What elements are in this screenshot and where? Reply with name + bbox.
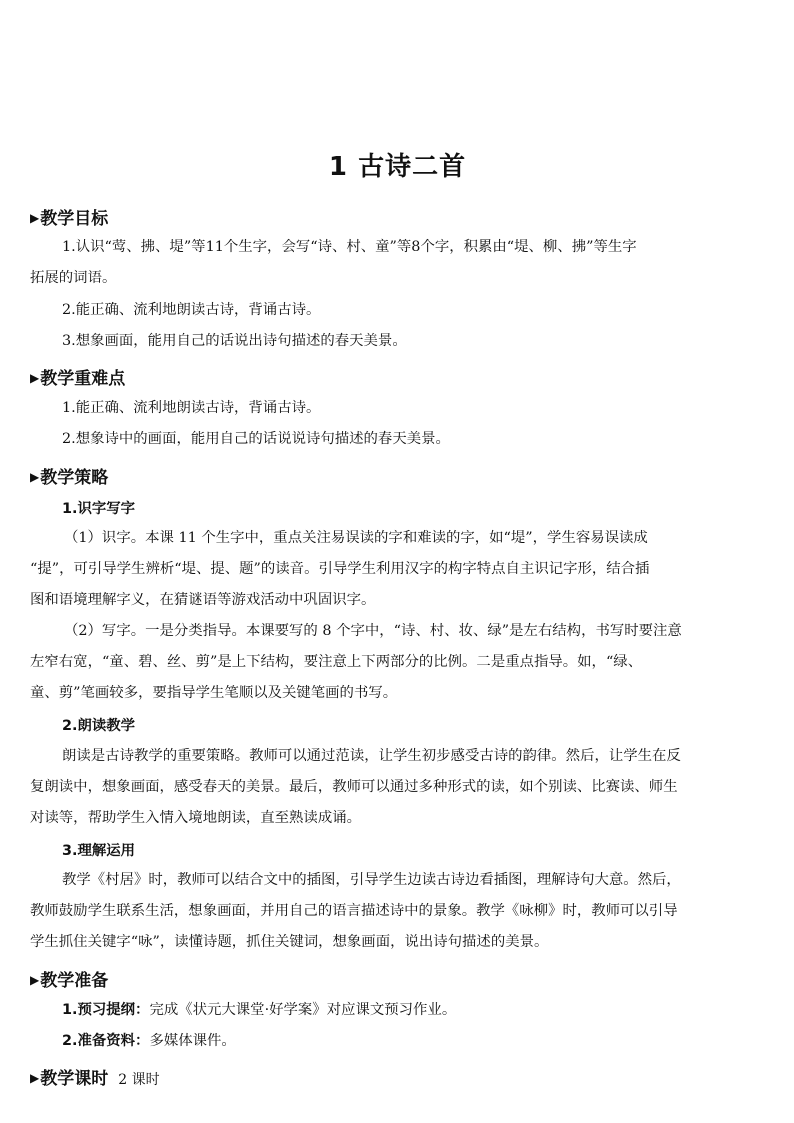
objective-line: 拓展的词语。 [30, 270, 117, 286]
strategy-line: 教师鼓励学生联系生活，想象画面，并用自己的语言描述诗中的景象。教学《咏柳》时，教师可以引导 [30, 903, 678, 919]
subheading-application: 3.理解运用 [62, 843, 136, 859]
class-hours-value: 2 课时 [118, 1072, 160, 1088]
strategy-line: 教学《村居》时，教师可以结合文中的插图，引导学生边读古诗边看插图，理解诗句大意。然后， [62, 872, 681, 888]
objective-line: 1.认识“莺、拂、堤”等11个生字，会写“诗、村、童”等8个字，积累由“堤、柳、拂”等生字 [62, 239, 637, 255]
key-point-line: 2.想象诗中的画面，能用自己的话说说诗句描述的春天美景。 [62, 431, 450, 447]
triangle-right-icon: ▶ [30, 1071, 40, 1085]
objective-line: 2.能正确、流利地朗读古诗，背诵古诗。 [62, 302, 321, 318]
preparation-item: 1.预习提纲：完成《状元大课堂·好学案》对应课文预习作业。 [62, 1002, 457, 1018]
key-point-line: 1.能正确、流利地朗读古诗，背诵古诗。 [62, 400, 321, 416]
section-heading-preparation: ▶教学准备 [30, 971, 109, 991]
page-title: 1 古诗二首 [328, 152, 467, 182]
section-heading-strategies: ▶教学策略 [30, 468, 109, 488]
subheading-reading: 2.朗读教学 [62, 718, 136, 734]
objective-line: 3.想象画面，能用自己的话说出诗句描述的春天美景。 [62, 333, 407, 349]
section-heading-hours: ▶教学课时 2 课时 [30, 1069, 160, 1089]
strategy-line: 复朗读中，想象画面，感受春天的美景。最后，教师可以通过多种形式的读，如个别读、比赛读、师生 [30, 779, 678, 795]
section-heading-objectives: ▶教学目标 [30, 209, 109, 229]
strategy-line: 对读等，帮助学生入情入境地朗读，直至熟读成诵。 [30, 810, 361, 826]
triangle-right-icon: ▶ [30, 973, 40, 987]
strategy-line: 朗读是古诗教学的重要策略。教师可以通过范读，让学生初步感受古诗的韵律。然后，让学生在反 [62, 748, 681, 764]
strategy-line: 学生抓住关键字“咏”，读懂诗题，抓住关键词，想象画面，说出诗句描述的美景。 [30, 934, 549, 950]
triangle-right-icon: ▶ [30, 371, 40, 385]
strategy-line: （1）识字。本课 11 个生字中，重点关注易误读的字和难读的字，如“堤”，学生容易误读成 [64, 530, 648, 546]
strategy-line: 童、剪”笔画较多，要指导学生笔顺以及关键笔画的书写。 [30, 685, 398, 701]
strategy-line: 左窄右宽，“童、碧、丝、剪”是上下结构，要注意上下两部分的比例。二是重点指导。如，“绿、 [30, 654, 643, 670]
subheading-literacy: 1.识字写字 [62, 501, 136, 517]
section-heading-key-points: ▶教学重难点 [30, 369, 126, 389]
strategy-line: （2）写字。一是分类指导。本课要写的 8 个字中，“诗、村、妆、绿”是左右结构，书写时要注意 [64, 623, 682, 639]
strategy-line: “提”，可引导学生辨析“堤、提、题”的读音。引导学生利用汉字的构字特点自主识记字形，结合插 [30, 561, 650, 577]
triangle-right-icon: ▶ [30, 211, 40, 225]
triangle-right-icon: ▶ [30, 470, 40, 484]
preparation-item: 2.准备资料：多媒体课件。 [62, 1033, 236, 1049]
strategy-line: 图和语境理解字义，在猜谜语等游戏活动中巩固识字。 [30, 592, 376, 608]
